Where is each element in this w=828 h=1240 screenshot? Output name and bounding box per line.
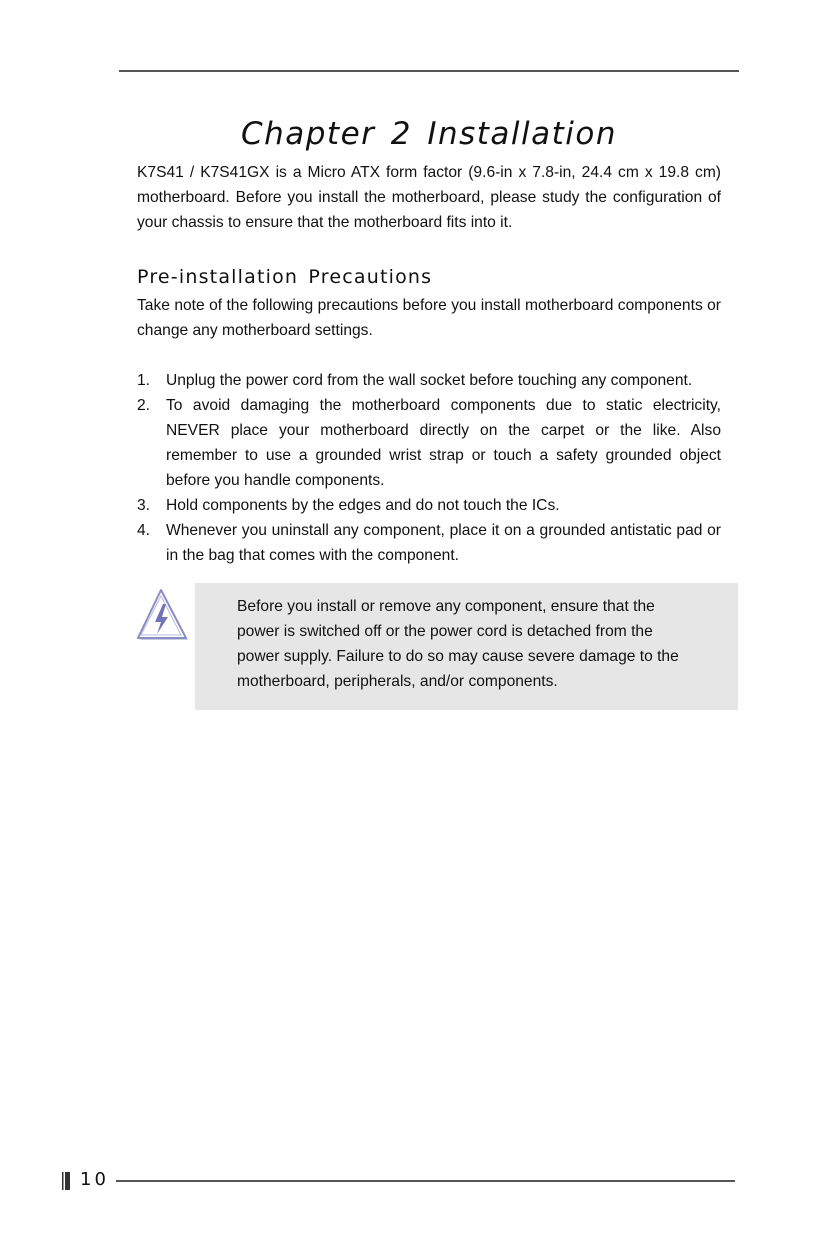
section-heading: Pre-installation Precautions: [137, 266, 433, 288]
list-item-number: 3.: [137, 497, 151, 514]
warning-note-text: Before you install or remove any component, ensure that the power is switched off or the power cord is detached from the power supply. Failure to do so may cause severe damage to the motherboard, peripherals, and/or components.: [237, 598, 679, 690]
header-rule: [119, 70, 739, 72]
list-item-text: Whenever you uninstall any component, place it on a grounded antistatic pad or in the bag that comes with the component.: [166, 522, 721, 564]
list-item: [137, 493, 721, 518]
page-number-mark: [62, 1172, 70, 1190]
main-content: [137, 160, 721, 568]
warning-triangle-icon: [136, 588, 194, 646]
section-intro: Take note of the following precautions before you install motherboard components or change any motherboard settings.: [137, 297, 721, 339]
list-item-text: Unplug the power cord from the wall socket before touching any component.: [166, 372, 693, 389]
list-item-number: 2.: [137, 397, 151, 414]
list-item-number: 4.: [137, 522, 151, 539]
precaution-list: [137, 368, 721, 568]
warning-note-box: [195, 583, 738, 710]
chapter-title: Chapter 2 Installation: [240, 116, 618, 152]
list-item: [137, 393, 721, 493]
list-item-text: Hold components by the edges and do not touch the ICs.: [166, 497, 560, 514]
list-item-text: To avoid damaging the motherboard components due to static electricity, NEVER place your motherboard directly on the carpet or the like. Also remember to use a grounded wrist strap or touch a safety grounded object before you handle components.: [166, 397, 721, 489]
page-number: 10: [80, 1169, 109, 1190]
list-item: [137, 518, 721, 568]
list-item: [137, 368, 721, 393]
footer-rule: [116, 1180, 735, 1182]
list-item-number: 1.: [137, 372, 151, 389]
chapter-intro: K7S41 / K7S41GX is a Micro ATX form factor (9.6-in x 7.8-in, 24.4 cm x 19.8 cm) motherboard. Before you install the motherboard, please study the configuration of your chassis to ensure that the motherboard fits into it.: [137, 164, 721, 231]
